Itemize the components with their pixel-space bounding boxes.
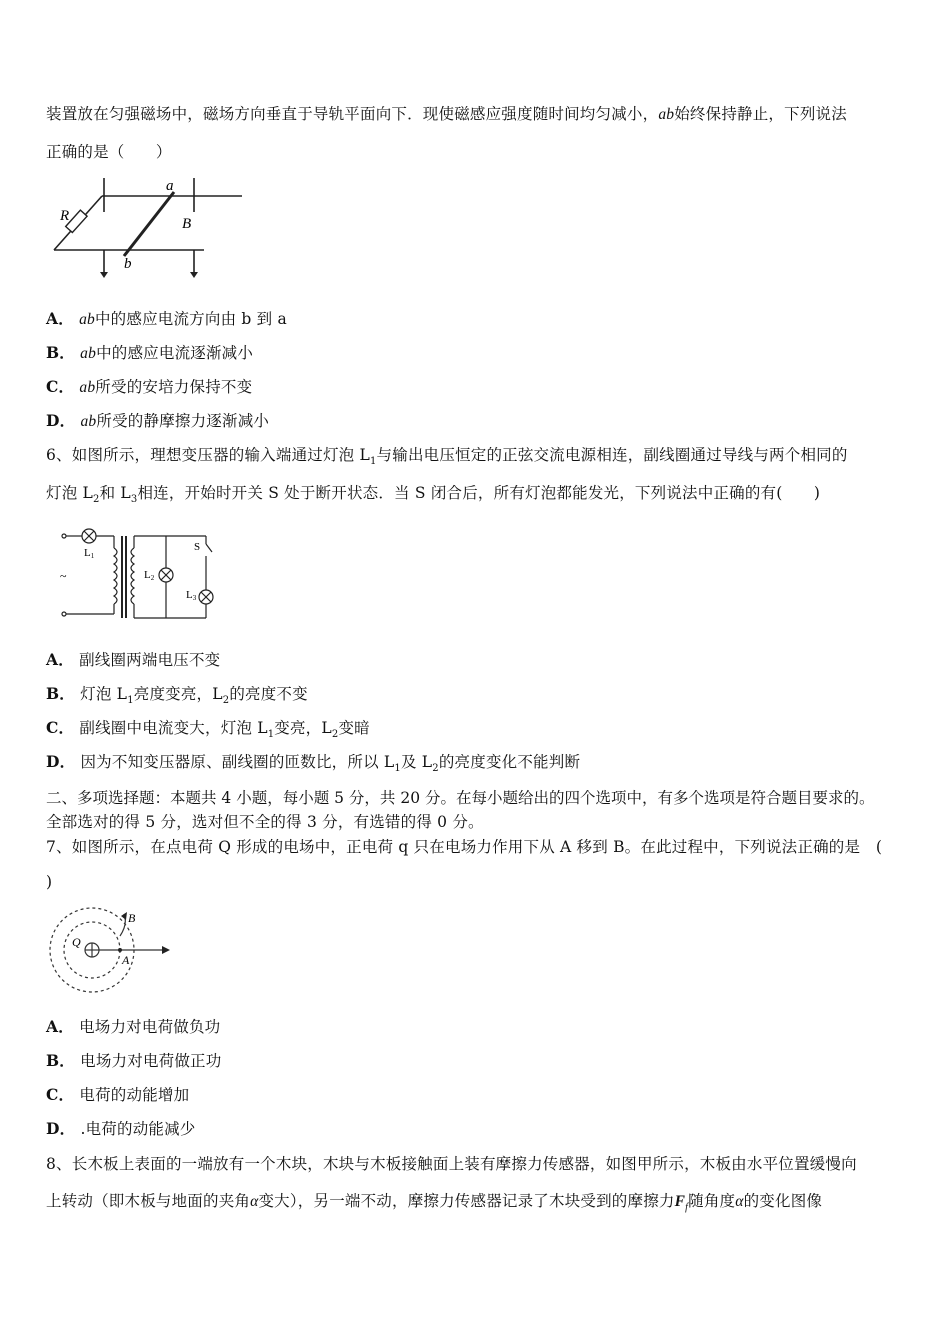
q5-option-a[interactable]: A． ab中的感应电流方向由 b 到 a — [46, 309, 287, 328]
q7-option-b[interactable]: B． 电场力对电荷做正功 — [46, 1051, 222, 1070]
q5-fig-label-a: a — [166, 178, 174, 194]
q7-stem-line1: 7、如图所示，在点电荷 Q 形成的电场中，正电荷 q 只在电场力作用下从 A 移到 B。在此过程中，下列说法正确的是 ( — [46, 838, 883, 856]
q7-point-charge-figure — [44, 906, 174, 1000]
q7-option-a[interactable]: A． 电场力对电荷做负功 — [46, 1017, 221, 1036]
q6-stem-line1: 6、如图所示，理想变压器的输入端通过灯泡 $L_1$与输出电压恒定的正弦交流电源相连，副线圈通过导线与两个相同的 — [46, 446, 848, 468]
q6-fig-label-l1: L1 — [84, 547, 95, 560]
q5-stem-line2: 正确的是（ ） — [46, 143, 172, 161]
section2-heading-line2: 全部选对的得 5 分，选对但不全的得 3 分，有选错的得 0 分。 — [46, 813, 484, 831]
q5-fig-label-r: R — [60, 208, 70, 224]
q5-option-b[interactable]: B． ab中的感应电流逐渐减小 — [46, 343, 254, 362]
q5-stem-text2: 始终保持静止，下列说法 — [674, 105, 847, 123]
q5-stem-ab: ab — [658, 106, 675, 123]
q6-option-c[interactable]: C． 副线圈中电流变大，灯泡 $L_1$变亮，$L_2$变暗 — [46, 718, 370, 741]
q5-option-d[interactable]: D． ab所受的静摩擦力逐渐减小 — [46, 411, 270, 430]
q6-option-d[interactable]: D． 因为不知变压器原、副线圈的匝数比，所以 $L_1$及 $L_2$的亮度变化不能判断 — [46, 752, 581, 775]
q5-stem-line1 — [46, 102, 847, 124]
q8-stem-line1: 8、长木板上表面的一端放有一个木块，木块与木板接触面上装有摩擦力传感器，如图甲所示，木板由水平位置缓慢向 — [46, 1155, 857, 1173]
q7-option-c[interactable]: C． 电荷的动能增加 — [46, 1085, 190, 1104]
q6-transformer-figure — [56, 522, 226, 630]
q6-fig-label-l2: L2 — [144, 569, 155, 582]
q7-fig-label-a: A — [122, 953, 130, 967]
q8-stem-line2: 上转动（即木板与地面的夹角α变大），另一端不动，摩擦力传感器记录了木块受到的摩擦力$F_f$随角度α的变化图像 — [46, 1192, 823, 1214]
q5-rail-circuit-figure — [44, 172, 254, 280]
q5-option-c[interactable]: C． ab所受的安培力保持不变 — [46, 377, 253, 396]
q7-option-d[interactable]: D． .电荷的动能减少 — [46, 1119, 196, 1138]
q7-fig-label-b: B — [128, 911, 136, 925]
q7-fig-label-q: Q — [72, 935, 81, 949]
q5-stem-text: 装置放在匀强磁场中，磁场方向垂直于导轨平面向下．现使磁感应强度随时间均匀减小， — [46, 105, 659, 123]
q5-fig-label-b-end: b — [124, 256, 132, 272]
q6-stem-line2: 灯泡 $L_2$和 $L_3$相连，开始时开关 S 处于断开状态．当 S 闭合后，所有灯泡都能发光，下列说法中正确的有( ) — [46, 484, 821, 506]
q6-option-a[interactable]: A． 副线圈两端电压不变 — [46, 650, 221, 669]
q5-fig-label-b-field: B — [182, 216, 192, 232]
q7-stem-line2: ) — [46, 873, 53, 891]
q6-fig-label-s: S — [194, 541, 201, 553]
q6-option-b[interactable]: B． 灯泡 $L_1$亮度变亮，$L_2$的亮度不变 — [46, 684, 308, 707]
section2-heading-line1: 二、多项选择题：本题共 4 小题，每小题 5 分，共 20 分。在每小题给出的四个选项中，有多个选项是符合题目要求的。 — [46, 789, 875, 807]
q6-fig-label-l3: L3 — [186, 589, 197, 602]
q6-fig-label-ac: ~ — [60, 569, 67, 583]
